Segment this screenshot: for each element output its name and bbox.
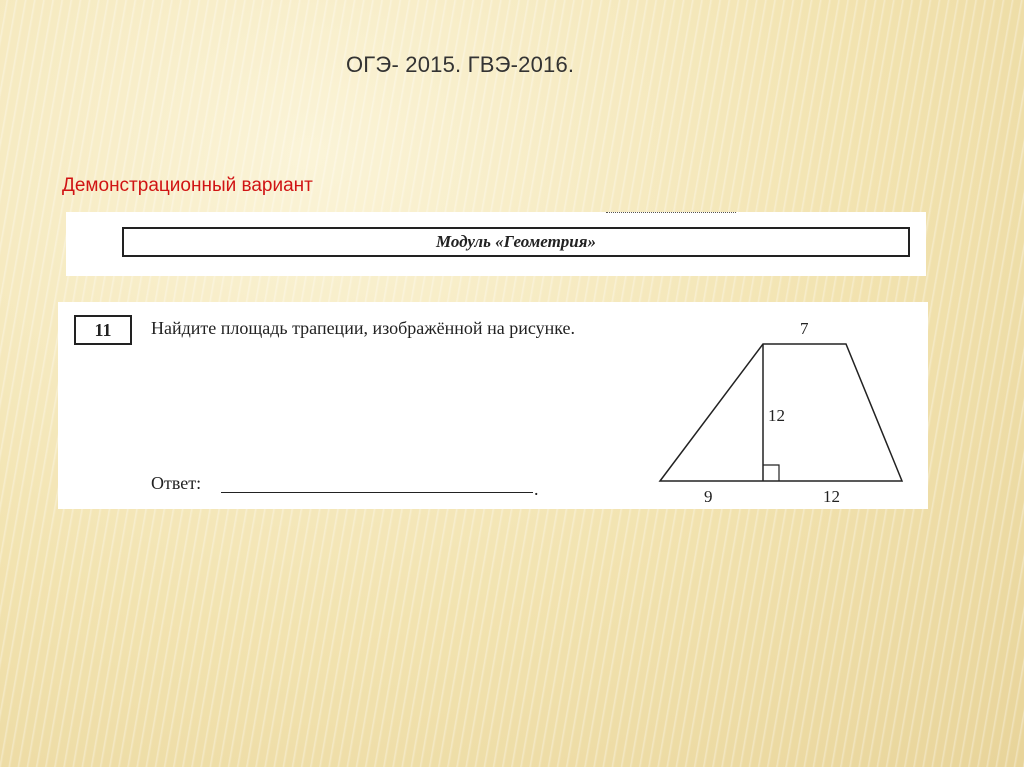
answer-end: . bbox=[534, 479, 539, 499]
top-base-label: 7 bbox=[800, 319, 809, 338]
bottom-right-label: 12 bbox=[823, 487, 840, 506]
bottom-left-label: 9 bbox=[704, 487, 713, 506]
answer-label: Ответ: bbox=[151, 473, 202, 493]
slide-subtitle: Демонстрационный вариант bbox=[62, 175, 313, 196]
module-panel bbox=[66, 212, 926, 276]
module-top-line bbox=[606, 212, 736, 215]
height-label: 12 bbox=[768, 406, 785, 425]
trapezoid-figure bbox=[648, 302, 918, 509]
slide-title: ОГЭ- 2015. ГВЭ-2016. bbox=[346, 52, 575, 77]
task-panel bbox=[58, 302, 928, 509]
right-angle-mark bbox=[763, 465, 779, 481]
module-label: Модуль «Геометрия» bbox=[122, 227, 910, 257]
task-number: 11 bbox=[74, 315, 132, 345]
answer-line bbox=[221, 492, 533, 493]
task-text: Найдите площадь трапеции, изображённой на рисунке. bbox=[151, 318, 575, 338]
